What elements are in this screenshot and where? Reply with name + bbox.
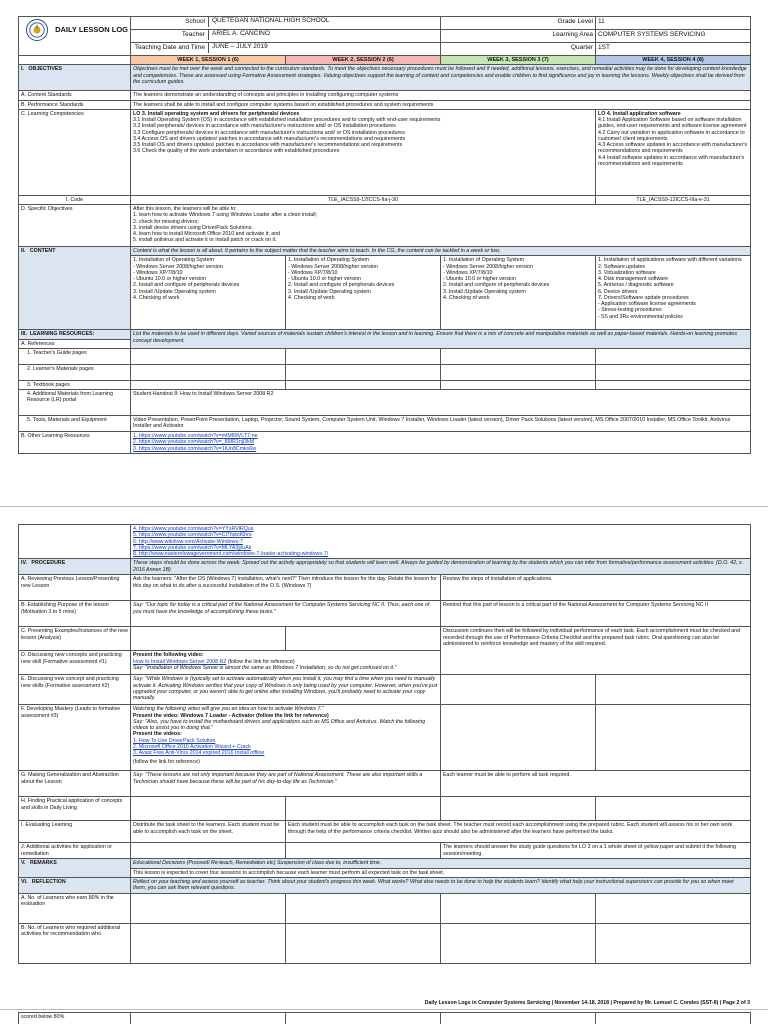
content-week-3: 1. Installation of Operating System - Windows Server 2008/higher version - Windows XP/7/8/10 - Ubuntu 10.0 or higher version 2. Install and configure of peripherals devices 3. Install /Update Operating system 4. Checking of work	[441, 256, 596, 330]
review-label: A. Reviewing Previous Lesson/Presenting new Lesson	[19, 575, 131, 601]
resource-link[interactable]: 6. http://www.wikihow.com/Activate-Windows-7	[133, 538, 243, 545]
grade-label: Grade Level	[441, 17, 596, 30]
purpose-label: B. Establishing Purpose of the lesson (Motivation 3 to 5 mins)	[19, 601, 131, 627]
evaluating-week-2-4: Each student must be able to accomplish each task on the task sheet. The teacher must record each accomplishment using the prepared rubric. Each student will assess his or her own work through the help of the performance criteria checklist. Written quiz should also be administered after the learners have performed the tasks.	[286, 821, 751, 843]
video-link[interactable]: 1. How To Use DriverPack Solution	[133, 737, 216, 744]
remarks-note: Educational Decisions (Proceed/ Re-teach, Remediation etc) Suspension of class due to, insufficient time.	[131, 859, 751, 868]
additional-activities-label: J. Additional activities for application or remediation	[19, 843, 131, 859]
performance-standards-text: The learners shall be able to install and configure computer systems based on established procedures and system requirements	[131, 100, 751, 109]
header-logo-cell	[19, 17, 131, 56]
presenting-label: C. Presenting Examples/Instances of the new lesson (Analysis)	[19, 627, 131, 651]
additional-materials-label: 4. Additional Materials from Learning Resource (LR) portal	[19, 390, 131, 416]
tools-materials-text: Video Presentation, PowerPoint Presentation, Laptop, Projector, Sound System, Computer System Unit, Windows 7 Installer, Windows Loader (latest version), Driver Pack Solutions (latest version), MS Office 2007/2010 Installer, MS Office Toolkit, Antivirus Installer and Activator	[131, 416, 751, 432]
objectives-note: Objectives must be met over the week and connected to the curriculum standards. To meet the objectives necessary procedures must be followed and if needed, additional lessons, exercises, and remedial activities may be done for developing content knowledge and competencies. These are assessed using Formative Assessment strategies. Valuing objectives support the learning of content and competencies and enable children to find significance and joy in learning the lessons. Weekly objectives shall be derived from the curriculum guides.	[131, 65, 751, 91]
resource-link[interactable]: 3. https://www.youtube.com/watch?v=1IUn8Cmks6w	[133, 445, 257, 452]
week-2-header: WEEK 2, SESSION 2 (6)	[286, 56, 441, 65]
teacher-value: ARIEL A. CANCINO	[212, 30, 270, 37]
learners-80-label: A. No. of Learners who earn 80% in the evaluation	[19, 893, 131, 923]
learning-competencies-week4: LO 4. Install application software 4.1 Install Application Software based on software installation guides, end-user requirements and software license agreement 4.2 Carry out variation to application software in accordance to customer/ client requirements 4.3 Access software updates in accordance with manufacturer's recommendations and requirements 4.4 Install software updates in accordance with manufacturer's recommendations and requirements	[596, 109, 751, 195]
learners-materials-label: 2. Learner's Materials pages	[19, 364, 131, 380]
evaluating-label: I. Evaluating Learning	[19, 821, 131, 843]
specific-objectives-label: D. Specific Objectives	[19, 205, 131, 247]
content-week-2: 1. Installation of Operating System - Windows Server 2008/higher version - Windows XP/7/8/10 - Ubuntu 10.0 or higher version 2. Install and configure of peripherals devices 3. Install /Update Operating system 4. Checking of work	[286, 256, 441, 330]
doc-title: DAILY LESSON LOG	[55, 24, 128, 34]
learning-competencies-main: LO 3. Install operating system and drivers for peripherals/ devices 3.1 Install Operating System (OS) in accordance with established installation procedures and to comply with end-user requirements 3.2 Install peripherals/ devices in accordance with manufacturer's instructions and/ or OS installation procedures 3.3 Configure peripherals/ devices in accordance with manufacturer's instructions and/ or OS installation procedures 3.4 Access OS and drivers updates/ patches in accordance with manufacturer's recommendations and requirements 3.5 Install OS and drivers updates/ patches in accordance with manufacturer's recommendations and requirements 3.6 Check the quality of the work undertaken in accordance with established procedures	[131, 109, 596, 195]
video-link[interactable]: 3. Avast Free Anti-Virus 2014 expired 2016 Install offline	[133, 750, 265, 756]
specific-objectives-text: After this lesson, the learners will be able to: 1. learn how to activate Windows 7 using Windows Loader after a clean install; 2. check for missing drivers; 3. install device drivers using DriverPack Solutions; 4. learn how to install Microsoft Office 2010 and activate it; and 5. install antivirus and activate it or install patch or crack on it.	[131, 205, 751, 247]
additional-materials-text: Student Handout 8: How to Install Windows Server 2008 R2	[131, 390, 751, 416]
other-resources-links-cont	[131, 525, 751, 559]
evaluating-week-1: Distribute the task sheet to the learners. Each student must be able to accomplish each task on the sheet.	[131, 821, 286, 843]
teacher-label: Teacher	[131, 30, 209, 40]
practical-application-label: H. Finding Practical application of concepts and skills in Daily Living	[19, 797, 131, 821]
week-header-blank	[19, 56, 131, 65]
other-resources-links	[131, 432, 751, 454]
reflection-heading: VI. REFLECTION	[19, 877, 131, 893]
p3-label: scored below 80%	[19, 1013, 131, 1024]
presenting-week-3-4: Discussion continues then will be followed by individual performance of each task. Each accomplishment must be checked and recorded through the use of Performance Criteria Checklist and the prepared task rubric. Oral questioning can also be administered to reinforce knowledge and mastery of the skill required.	[441, 627, 751, 675]
resources-heading: III. LEARNING RESOURCES:	[19, 330, 131, 339]
code-label: I. Code	[19, 195, 131, 204]
code-week4: TLE_IACSS9-12ICCS-IIIa-e-31	[596, 195, 751, 204]
generalization-week-3-4: Each learner must be able to perform all task required.	[441, 771, 751, 797]
dll-page-1	[18, 16, 751, 454]
resource-link[interactable]: 1. https://www.youtube.com/watch?v=mlM89VLT7-ne	[133, 433, 258, 440]
discussing-2-week-1-2: Say: "While Windows is (typically set to activate automatically when you install it, you may find a time when you need to manually activate it. Activating Windows verifies that your copy of Windows is only being used by your computer. However, when you've just upgraded your computer, or you weren't able to get online after installing Windows, you'll probably need to activate your copy manually.	[131, 675, 441, 705]
tools-materials-label: 5. Tools, Materials and Equipment	[19, 416, 131, 432]
teachers-guide-label: 1. Teacher's Guide pages	[19, 348, 131, 364]
resources-note: List the materials to be used in different days. Varied sources of materials sustain children's interest in the lesson and in learning. Ensure that there is a mix of concrete and manipulative materials as well as paper-based materials. Hands-on learning promotes concept development.	[131, 330, 751, 349]
area-label: Learning Area	[441, 30, 596, 43]
performance-standards-label: B. Performance Standards	[19, 100, 131, 109]
content-standards-label: A. Content Standards	[19, 91, 131, 100]
purpose-week-1-2: Say: "Our topic for today is a critical part of the National Assessment for Computer Systems Servicing NC II. Thus, each one of you must have the knowledge of accomplishing these tasks."	[131, 601, 441, 627]
video-link[interactable]: How to Install Windows Server 2008 R2	[133, 658, 227, 665]
review-week-1-2: Ask the learners: "After the OS (Windows 7) installation, what's next?" Then introduce the lesson for the day. Relate the lesson for this day on what to do after a successful installation of the O.S. (Windows 7)	[131, 575, 441, 601]
remarks-text: This lesson is expected to cover four sessions to accomplish because each learner must perform all expected task on the task sheet.	[131, 868, 751, 877]
page-footer: Daily Lesson Logs in Computer Systems Servicing | November 14-18, 2018 | Prepared by Mr. Lemuel C. Condes (SST-II) | Page 2 of 3	[424, 1000, 750, 1006]
week-4-header: WEEK 4, SESSION 4 (8)	[596, 56, 751, 65]
mastery-label: F. Developing Mastery (Leads to formative assessment #3)	[19, 705, 131, 771]
generalization-label: G. Making Generalization and Abstraction about the Lesson	[19, 771, 131, 797]
review-week-3-4: Review the steps of installation of applications.	[441, 575, 751, 601]
resource-link[interactable]: 5. https://www.youtube.com/watch?v=Cl7hsbd6hrs	[133, 532, 252, 539]
discussing-1-week-1-2: Present the following video: How to Install Windows Server 2008 R2 (follow the link for reference) Say: "Installation of Windows Server is almost the same as Windows 7 Installation, so do not get confused on it."	[131, 651, 441, 675]
content-heading: II. CONTENT	[19, 247, 131, 330]
deped-seal-icon	[26, 19, 48, 41]
learning-competencies-label: C. Learning Competencies	[19, 109, 131, 195]
purpose-week-3-4: Remind that this part of lesson is a critical part of the National Assessment for Computer Systems Servicing NC II	[441, 601, 751, 627]
content-standards-text: The learners demonstrate an understanding of concepts and principles in installing configuring computer systems	[131, 91, 751, 100]
area-value: COMPUTER SYSTEMS SERVICING	[596, 30, 751, 43]
learners-remediation-label: B. No. of Learners who required additional activities for recommendation who	[19, 923, 131, 963]
video-link[interactable]: 2. Microsoft Office 2010 Activation Wizard + Crack	[133, 743, 251, 750]
resource-link[interactable]: 4. https://www.youtube.com/watch?v=YYsRVlRQus	[133, 526, 254, 532]
mastery-week-1-2: Watching the following video will give you an idea on how to activate Windows 7." Present the video: Windows 7 Loader - Activator (follow the link for reference) Say: "Also, you have to install the motherboard drivers and applications such as MS Office and Antivirus. Watch the following videos to assist you in doing that." Present the videos: 1. How To Use DriverPack Solution 2. Microsoft Office 2010 Activation Wizard + Crack 3. Avast Free Anti-Virus 2014 expired 2016 Install offline (follow the link for reference)	[131, 705, 441, 771]
date-label: Teaching Date and Time	[131, 43, 209, 53]
remarks-heading: V. REMARKS	[19, 859, 131, 878]
quarter-label: Quarter	[441, 43, 596, 56]
content-note: Content is what the lesson is all about. It pertains to the subject matter that the teacher aims to teach. In the CG, the content can be tackled in a week or two.	[131, 247, 751, 256]
page-separator	[0, 1009, 768, 1010]
procedure-heading: IV. PROCEDURE	[19, 559, 131, 575]
school-label: School	[131, 17, 209, 27]
resource-link[interactable]: 7. https://www.youtube.com/watch?v=MLYA3jjIuAk	[133, 544, 252, 551]
additional-activities-week-3-4: The learners should answer the study guide questions for LO 3 on a 1 whole sheet of yellow paper and submit it the following session/meeting.	[441, 843, 751, 859]
discussing-1-label: D. Discussing new concepts and practicing new skill (Formative assessment #1)	[19, 651, 131, 675]
discussing-2-label: E. Discussing new concept and practicing new skills (Formative assessment #2)	[19, 675, 131, 705]
objectives-heading: I. OBJECTIVES	[19, 65, 131, 91]
dll-page-3	[18, 1012, 751, 1024]
resource-link[interactable]: 8. http://www.easternlowagovernment.com/windows-7-loader-activating-windows-7/	[133, 551, 329, 557]
resource-link[interactable]: 2. https://www.youtube.com/watch?v=_89IR1njl3kM	[133, 439, 255, 446]
quarter-value: 1ST	[596, 43, 751, 56]
content-week-1: 1. Installation of Operating System - Windows Server 2008/higher version - Windows XP/7/8/10 - Ubuntu 10.0 or higher version 2. Install and configure of peripherals devices 3. Install /Update Operating system 4. Checking of work	[131, 256, 286, 330]
date-value: JUNE – JULY 2019	[212, 43, 268, 50]
references-label: A. References	[19, 339, 131, 348]
generalization-week-1-2: Say: "These lessons are not only important because they are part of National Assessment. These are also important skills a Technician should have because these will be part of his day-to-day life as Technician."	[131, 771, 441, 797]
content-week-4: 1. Installation of applications software with different variations 2. Software updates 3. Virtualization software 4. Disk management software 5. Antivirus / diagnostic software 6. Device drivers 7. Drivers/Software update procedures - Application software license agreements - Stress-testing procedures - 5S and 3Rs environmental policies	[596, 256, 751, 330]
other-resources-label: B. Other Learning Resources	[19, 432, 131, 454]
school-value: QUETEGAN NATIONAL HIGH SCHOOL	[212, 17, 330, 24]
code-main: TLE_IACSS9-12ICCS-IIa-j-30	[131, 195, 596, 204]
dll-page-2	[18, 524, 751, 964]
procedure-note: These steps should be done across the week. Spread out the activity appropriately so that students will learn well. Always be guided by demonstration of learning by the students which you can infer from formative/performance assessment activities. (D.O. 42, s. 2016 Annex 1B)	[131, 559, 751, 575]
textbook-pages-label: 3. Textbook pages	[19, 380, 131, 389]
reflection-note: Reflect on your teaching and assess yourself as teacher. Think about your student's progress this week. What works? What else needs to be done to help the students learn? Identify what help your instructional supervisors can provide for you so when meet them, you can ask them relevant questions.	[131, 877, 751, 893]
week-3-header: WEEK 3, SESSION 3 (7)	[441, 56, 596, 65]
week-1-header: WEEK 1, SESSION 1 (6)	[131, 56, 286, 65]
grade-value: 11	[596, 17, 751, 30]
page-separator	[0, 506, 768, 507]
